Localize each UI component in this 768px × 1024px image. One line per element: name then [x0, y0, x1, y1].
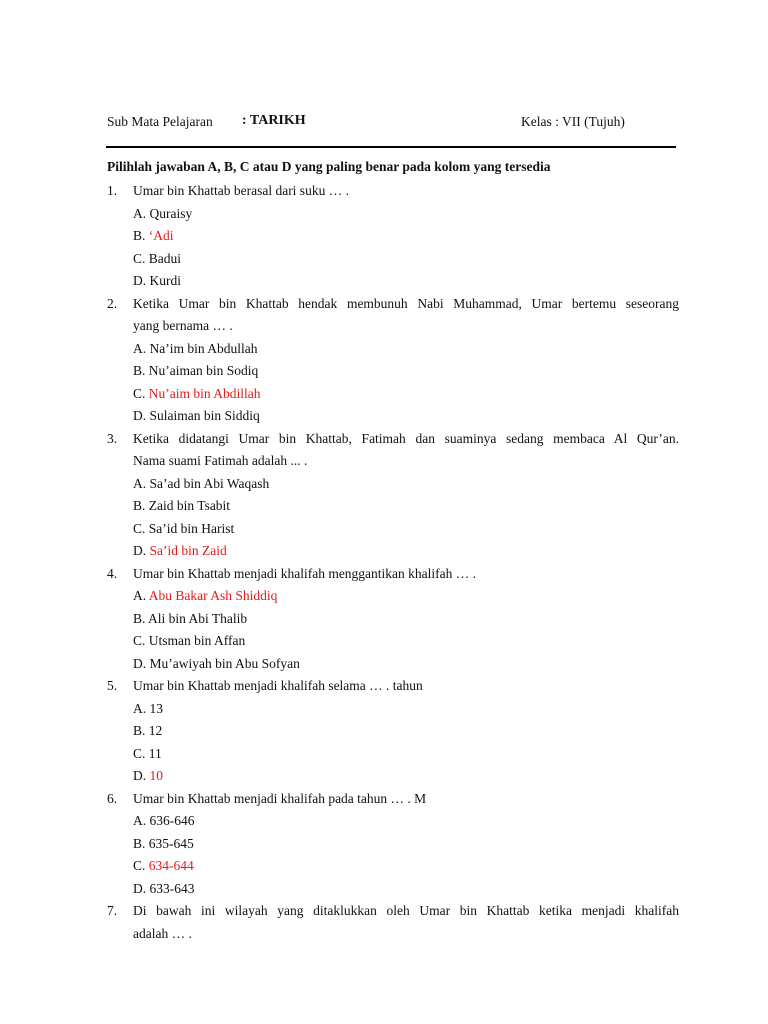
answer-option — [107, 810, 679, 833]
question-item — [107, 900, 679, 945]
option-text: Na’im bin Abdullah — [149, 340, 258, 356]
option-text: 636-646 — [149, 813, 195, 828]
answer-option — [107, 833, 679, 856]
correct-option-text: Nu’aim bin Abdillah — [148, 385, 261, 401]
option-text: 635-645 — [148, 835, 194, 851]
question-item — [107, 788, 679, 901]
subject-value: : TARIKH — [242, 113, 306, 128]
question-text: Umar bin Khattab menjadi khalifah menggantikan khalifah … . — [133, 565, 477, 581]
option-letter: D. — [133, 880, 147, 896]
correct-option-text: 634-644 — [148, 858, 194, 873]
question-item — [107, 293, 679, 428]
question-number: 1. — [107, 183, 118, 198]
question-text: Ketika didatangi Umar bin Khattab, Fatimah dan suaminya sedang membaca Al Qur’an. — [133, 430, 679, 446]
option-letter: B. — [133, 498, 146, 513]
option-text: Badui — [148, 250, 182, 266]
answer-option — [107, 743, 679, 766]
question-text-continued: yang bernama … . — [133, 318, 233, 333]
option-letter: B. — [133, 228, 146, 243]
option-text: Sa’id bin Harist — [148, 520, 235, 536]
option-text: Sa’ad bin Abi Waqash — [149, 475, 270, 491]
option-text: Quraisy — [149, 205, 193, 221]
answer-option — [107, 495, 679, 518]
option-text: Ali bin Abi Thalib — [148, 610, 248, 626]
answer-option — [107, 203, 679, 226]
option-text: 13 — [149, 700, 163, 716]
answer-option — [107, 653, 679, 676]
answer-option — [107, 360, 679, 383]
option-letter: C. — [133, 633, 146, 648]
correct-option-text: ‘Adi — [148, 228, 174, 243]
question-text: Umar bin Khattab menjadi khalifah selama … . tahun — [133, 678, 423, 693]
question-number: 6. — [107, 790, 118, 806]
option-letter: B. — [133, 835, 146, 851]
header-divider — [106, 146, 676, 148]
answer-option — [107, 270, 679, 293]
option-text: 633-643 — [149, 880, 195, 896]
answer-option — [107, 518, 679, 541]
option-letter: C. — [133, 520, 146, 536]
question-text: Umar bin Khattab menjadi khalifah pada tahun … . M — [133, 790, 427, 806]
question-number: 5. — [107, 678, 118, 693]
answer-option — [107, 540, 679, 563]
correct-option-text: Sa’id bin Zaid — [149, 543, 227, 558]
question-text: Umar bin Khattab berasal dari suku … . — [133, 183, 349, 198]
option-letter: C. — [133, 858, 146, 873]
question-text-continued: Nama suami Fatimah adalah ... . — [133, 453, 308, 468]
instruction-text: Pilihlah jawaban A, B, C atau D yang paling benar pada kolom yang tersedia — [107, 159, 551, 174]
option-letter: D. — [133, 543, 147, 558]
question-number: 2. — [107, 295, 118, 311]
answer-option — [107, 338, 679, 361]
question-list — [107, 180, 679, 945]
answer-option — [107, 248, 679, 271]
question-text: Ketika Umar bin Khattab hendak membunuh Nabi Muhammad, Umar bertemu seseorang — [133, 295, 679, 311]
option-text: 12 — [148, 723, 163, 738]
option-letter: D. — [133, 655, 147, 671]
answer-option — [107, 473, 679, 496]
answer-option — [107, 405, 679, 428]
option-letter: B. — [133, 363, 146, 378]
option-text: Mu’awiyah bin Abu Sofyan — [149, 655, 300, 671]
class-label: Kelas : VII (Tujuh) — [521, 114, 625, 129]
question-number: 3. — [107, 430, 118, 446]
subject-label: Sub Mata Pelajaran — [107, 114, 213, 129]
answer-option — [107, 585, 679, 608]
option-letter: A. — [133, 475, 147, 491]
option-text: Sulaiman bin Siddiq — [149, 408, 260, 423]
option-letter: B. — [133, 610, 146, 626]
option-letter: A. — [133, 700, 147, 716]
page-header — [107, 114, 677, 134]
option-letter: D. — [133, 408, 147, 423]
option-letter: A. — [133, 340, 147, 356]
correct-option-text: Abu Bakar Ash Shiddiq — [148, 588, 278, 603]
option-letter: A. — [133, 588, 147, 603]
option-letter: C. — [133, 250, 146, 266]
question-item — [107, 180, 679, 293]
option-letter: C. — [133, 745, 146, 761]
question-number: 7. — [107, 903, 118, 918]
question-text: Di bawah ini wilayah yang ditaklukkan oleh Umar bin Khattab ketika menjadi khalifah — [133, 903, 679, 918]
answer-option — [107, 765, 679, 788]
answer-option — [107, 855, 679, 878]
question-number: 4. — [107, 565, 118, 581]
answer-option — [107, 630, 679, 653]
answer-option — [107, 720, 679, 743]
option-letter: A. — [133, 813, 147, 828]
answer-option — [107, 698, 679, 721]
answer-option — [107, 383, 679, 406]
option-text: 11 — [148, 745, 162, 761]
option-text: Kurdi — [149, 273, 181, 288]
correct-option-text: 10 — [149, 768, 163, 783]
option-letter: A. — [133, 205, 147, 221]
option-text: Zaid bin Tsabit — [148, 498, 231, 513]
question-item — [107, 563, 679, 676]
answer-option — [107, 608, 679, 631]
answer-option — [107, 225, 679, 248]
question-item — [107, 675, 679, 788]
option-letter: D. — [133, 273, 147, 288]
answer-option — [107, 878, 679, 901]
option-text: Nu’aiman bin Sodiq — [148, 363, 259, 378]
option-letter: B. — [133, 723, 146, 738]
option-letter: C. — [133, 385, 146, 401]
question-text-continued: adalah … . — [133, 925, 192, 941]
question-item — [107, 428, 679, 563]
option-letter: D. — [133, 768, 147, 783]
option-text: Utsman bin Affan — [148, 633, 246, 648]
